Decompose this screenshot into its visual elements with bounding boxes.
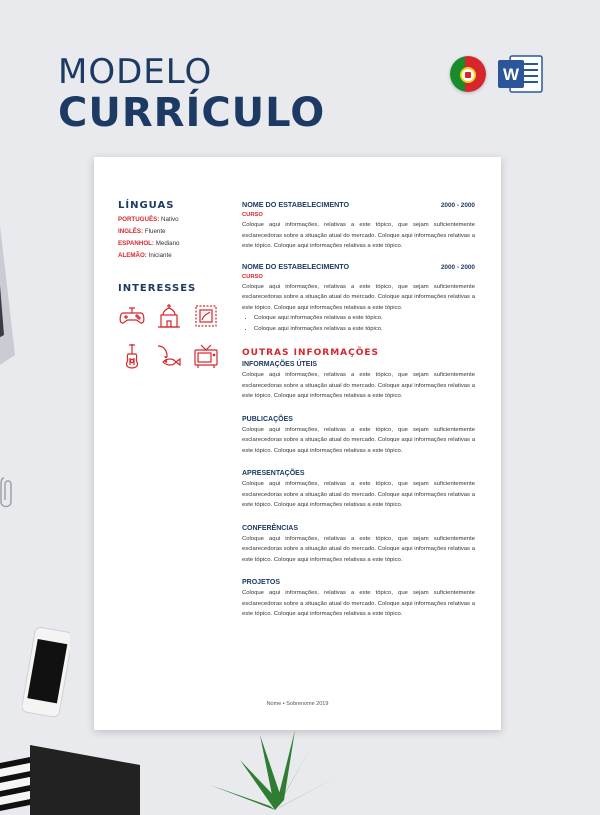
- smartphone-image: [22, 627, 70, 719]
- language-level: Fluente: [144, 228, 166, 235]
- info-section: [242, 416, 475, 457]
- education-entry: [242, 262, 475, 335]
- institution-name: NOME DO ESTABELECIMENTO: [242, 261, 350, 271]
- info-section: [242, 361, 475, 402]
- striped-notebook-image: [0, 735, 140, 815]
- institution-name: NOME DO ESTABELECIMENTO: [242, 200, 350, 209]
- section-text: Coloque aqui informações, relativas a este tópico, que sejam suficientemente esclarecedoras sobre a situação atual do mercado. Coloque aqui informações relativas a este tópico. Coloque aqui informações relativas a este tópico.: [242, 426, 475, 454]
- course-label: CURSO: [242, 212, 263, 218]
- section-title: APRESENTAÇÕES: [242, 470, 305, 477]
- language-row: [118, 216, 228, 223]
- section-title: INFORMAÇÕES ÚTEIS: [242, 361, 318, 368]
- bullet-item: • Coloque aqui informações relativas a este tópico.: [254, 313, 475, 324]
- interests-title: INTERESSES: [118, 283, 197, 294]
- interests-icons: [118, 302, 228, 370]
- microsoft-word-icon: [496, 54, 544, 94]
- course-label: CURSO: [242, 273, 263, 280]
- language-name: ESPANHOL:: [118, 240, 154, 247]
- resume-page: [94, 157, 501, 730]
- language-level: Nativo: [161, 216, 179, 223]
- gamepad-icon: [118, 302, 146, 330]
- laptop-image: [0, 215, 40, 415]
- section-title: PROJETOS: [242, 579, 280, 586]
- language-name: PORTUGUÊS:: [118, 216, 160, 223]
- language-row: [118, 240, 228, 247]
- language-row: [118, 252, 228, 259]
- fishing-icon: [155, 342, 183, 370]
- language-name: ALEMÃO:: [118, 252, 147, 259]
- section-title: PUBLICAÇÕES: [242, 415, 293, 423]
- language-name: INGLÊS:: [118, 228, 144, 235]
- section-text: Coloque aqui informações, relativas a este tópico, que sejam suficientemente esclarecedoras sobre a situação atual do mercado. Coloque aqui informações relativas a este tópico. Coloque aqui informações relativas a este tópico.: [242, 535, 475, 563]
- plant-image: [200, 730, 350, 810]
- section-text: Coloque aqui informações, relativas a este tópico, que sejam suficientemente esclarecedoras sobre a situação atual do mercado. Coloque aqui informações relativas a este tópico. Coloque aqui informações relativas a este tópico.: [242, 590, 475, 617]
- heading-modelo: MODELO: [58, 52, 213, 92]
- date-range: 2000 - 2000: [440, 263, 475, 271]
- heading-curriculo: CURRÍCULO: [58, 90, 326, 136]
- language-row: [118, 228, 228, 235]
- resume-right-column: [242, 200, 475, 634]
- entry-description: Coloque aqui informações, relativas a este tópico, que sejam suficientemente esclarecedoras sobre a situação atual do mercado. Coloque aqui informações relativas a este tópico. Coloque aqui informações relativas a este tópico.: [242, 222, 475, 249]
- resume-left-column: [118, 200, 228, 370]
- info-section: [242, 525, 475, 566]
- portugal-flag-icon: [450, 56, 486, 92]
- svg-text:W: W: [502, 65, 520, 84]
- date-range: 2000 - 2000: [440, 202, 475, 209]
- guitar-icon: [118, 342, 146, 370]
- language-level: Iniciante: [148, 252, 172, 259]
- section-title: CONFERÊNCIAS: [242, 524, 299, 532]
- tv-icon: [192, 342, 220, 370]
- language-level: Mediano: [155, 240, 180, 247]
- languages-title: LÍNGUAS: [118, 200, 175, 211]
- stamp-icon: [192, 302, 220, 330]
- bullet-item: • Coloque aqui informações relativas a este tópico.: [254, 324, 475, 335]
- paperclip-icon: [0, 476, 14, 510]
- church-icon: [155, 302, 183, 330]
- education-entry: [242, 200, 475, 252]
- info-section: [242, 579, 475, 620]
- section-text: Coloque aqui informações, relativas a este tópico, que sejam suficientemente esclarecedoras sobre a situação atual do mercado. Coloque aqui informações relativas a este tópico. Coloque aqui informações relativas a este tópico.: [242, 481, 475, 508]
- entry-description: Coloque aqui informações, relativas a este tópico, que sejam suficientemente esclarecedoras sobre a situação atual do mercado. Coloque aqui informações relativas a este tópico. Coloque aqui informações relativas a este tópico.: [242, 283, 475, 311]
- section-text: Coloque aqui informações, relativas a este tópico, que sejam suficientemente esclarecedoras sobre a situação atual do mercado. Coloque aqui informações relativas a este tópico. Coloque aqui informações relativas a este tópico.: [242, 372, 475, 399]
- other-info-title: OUTRAS INFORMAÇÕES: [242, 348, 380, 358]
- info-section: [242, 470, 475, 511]
- bullet-list: [242, 313, 475, 334]
- page-footer: Nome • Sobrenome 2019: [266, 701, 329, 707]
